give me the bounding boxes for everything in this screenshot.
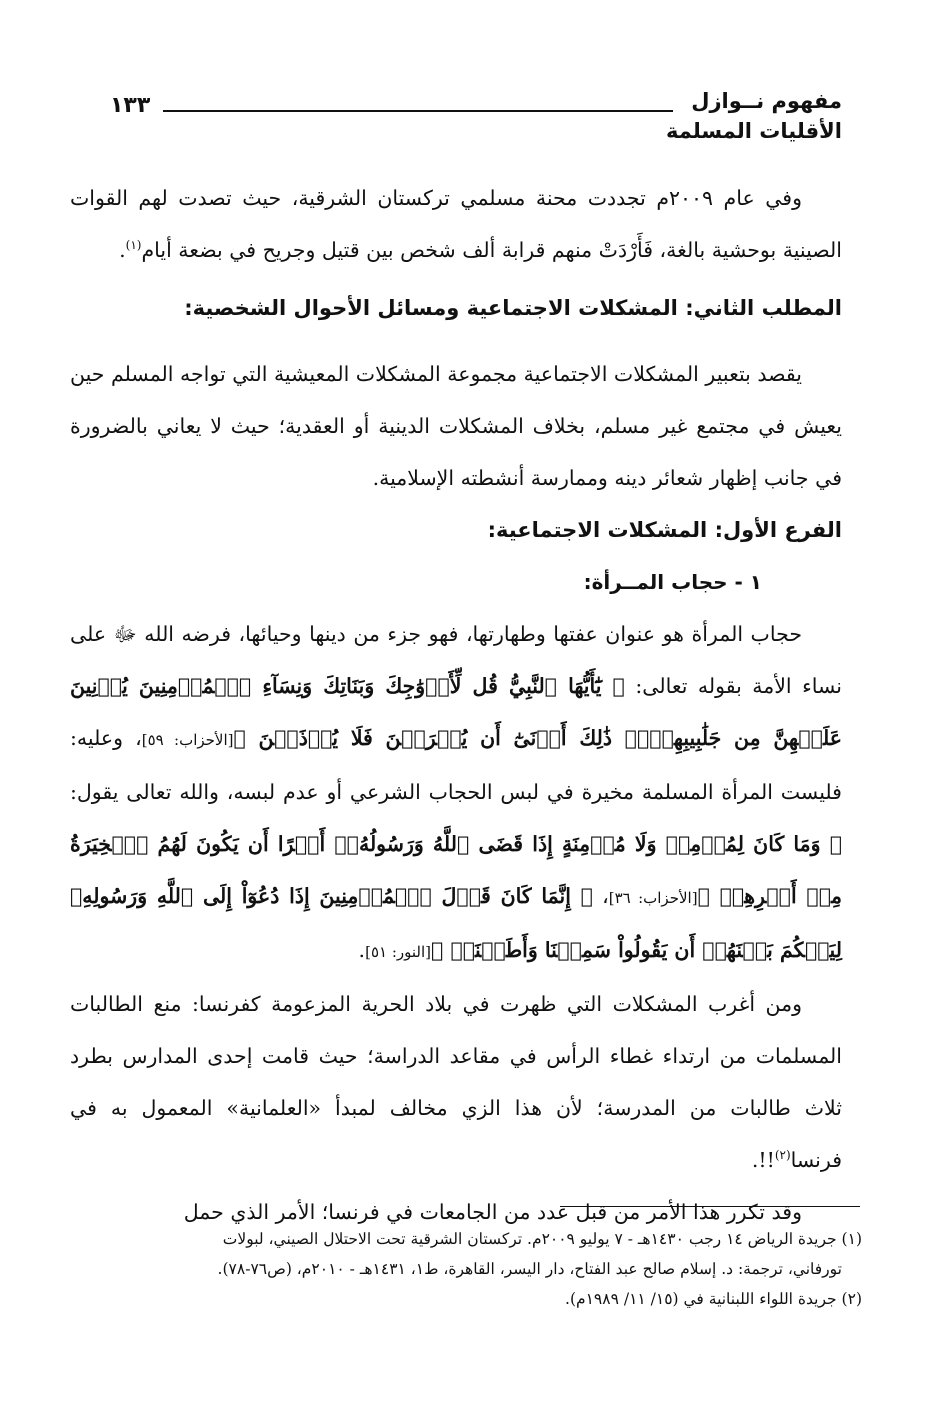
quran-verse-nur-51: ﴿ إِنَّمَا كَانَ قَوۡلَ ٱلۡمُؤۡمِنِينَ إِذَا دُعُوٓاْ إِلَى ٱللَّهِ وَرَسُولِهِۦ لِيَحۡكُمَ بَيۡنَهُمۡ أَن يَقُولُواْ سَمِعۡنَا وَأَطَعۡنَاۚ ﴾ (70, 884, 842, 962)
footnote-2: (٢) جريدة اللواء اللبنانية في (١٥/ ١١/ ١٩٨٩م). (565, 1290, 862, 1308)
running-title (662, 86, 842, 146)
paragraph-france-end: !!. (751, 1148, 775, 1172)
verse-ref-ahzab-59: [الأحزاب: ٥٩] (141, 731, 234, 749)
subsection-heading-social: الفرع الأول: المشكلات الاجتماعية: (487, 518, 842, 542)
quran-verse-ahzab-59: ﴿ يَٰٓأَيُّهَا ٱلنَّبِيُّ قُل لِّأَزۡوَٰجِكَ وَبَنَاتِكَ وَنِسَآءِ ٱلۡمُؤۡمِنِينَ يُدۡنِينَ عَلَيۡهِنَّ مِن جَلَٰبِيبِهِنَّۚ ذَٰلِكَ أَدۡنَىٰٓ أَن يُعۡرَفۡنَ فَلَا يُؤۡذَيۡنَ ﴾ (70, 674, 842, 750)
verse-ref-nur-51: [النور: ٥١] (365, 943, 431, 961)
paragraph-turkestan-end: . (119, 238, 126, 262)
item-title-hijab: ١ - حجاب المــرأة: (583, 570, 762, 594)
paragraph-hijab-middle: ، وعليه: فليست المرأة المسلمة مخيرة في لبس الحجاب الشرعي أو عدم لبسه، والله تعالى يقول: (70, 726, 842, 804)
running-title-line-2: الأقليات المسلمة (666, 119, 842, 143)
quran-verse-ahzab-36: ﴿ وَمَا كَانَ لِمُؤۡمِنٖ وَلَا مُؤۡمِنَةٍ إِذَا قَضَى ٱللَّهُ وَرَسُولُهُۥٓ أَمۡرًا أَن يَكُونَ لَهُمُ ٱلۡخِيَرَةُ مِنۡ أَمۡرِهِمۡ ﴾ (70, 832, 842, 908)
footnote-1-line-2: تورفاني، ترجمة: د. إسلام صالح عبد الفتاح، دار اليسر، القاهرة، ط١، ١٤٣١هـ - ٢٠١٠م، (ص٧٦-٧٨). (217, 1260, 842, 1278)
footnote-ref-1[interactable]: (١) (125, 238, 142, 253)
paragraph-universities-text: وقد تكرر هذا الأمر من قبل عدد من الجامعات في فرنسا؛ الأمر الذي حمل (183, 1200, 802, 1224)
running-title-line-1: مفهوم نــوازل (691, 89, 842, 113)
footnote-1 (70, 1224, 862, 1284)
paragraph-france (70, 978, 842, 1186)
footnote-1-line-1: (١) جريدة الرياض ١٤ رجب ١٤٣٠هـ - ٧ يوليو ٢٠٠٩م. تركستان الشرقية تحت الاحتلال الصيني، لبولات (222, 1230, 862, 1248)
body-text (70, 172, 842, 1238)
paragraph-hijab (70, 608, 842, 978)
header-rule (163, 110, 673, 112)
paragraph-definition-text: يقصد بتعبير المشكلات الاجتماعية مجموعة المشكلات المعيشية التي تواجه المسلم حين يعيش في مجتمع غير مسلم، بخلاف المشكلات الدينية أو العقدية؛ حيث لا يعاني بالضرورة في جانب إظهار شعائر دينه وممارسة أنشطته الإسلامية. (70, 362, 842, 490)
paragraph-turkestan (70, 172, 842, 276)
paragraph-definition (70, 348, 842, 504)
paragraph-hijab-sep: ، (592, 884, 609, 908)
section-heading-social-problems: المطلب الثاني: المشكلات الاجتماعية ومسائل الأحوال الشخصية: (184, 296, 842, 320)
footnote-ref-2[interactable]: (٢) (774, 1148, 791, 1163)
paragraph-france-text: ومن أغرب المشكلات التي ظهرت في بلاد الحرية المزعومة كفرنسا: منع الطالبات المسلمات من ارتداء غطاء الرأس في مقاعد الدراسة؛ حيث قامت إحدى المدارس بطرد ثلاث طالبات من المدرسة؛ لأن هذا الزي مخالف لمبدأ «العلمانية» المعمول به في فرنسا (70, 992, 842, 1172)
paragraph-turkestan-text: وفي عام ٢٠٠٩م تجددت محنة مسلمي تركستان الشرقية، حيث تصدت لهم القوات الصينية بوحشية بالغة، فَأَرْدَتْ منهم قرابة ألف شخص بين قتيل وجريح في بضعة أيام (70, 186, 842, 262)
footnotes (70, 1224, 862, 1314)
paragraph-hijab-intro: حجاب المرأة هو عنوان عفتها وطهارتها، فهو جزء من دينها وحيائها، فرضه الله ﷻ على نساء الأمة بقوله تعالى: (70, 622, 842, 698)
footnote-rule (560, 1206, 860, 1207)
paragraph-hijab-end: . (358, 938, 366, 962)
page-number: ١٣٣ (110, 93, 151, 118)
verse-ref-ahzab-36: [الأحزاب: ٣٦] (608, 889, 698, 907)
